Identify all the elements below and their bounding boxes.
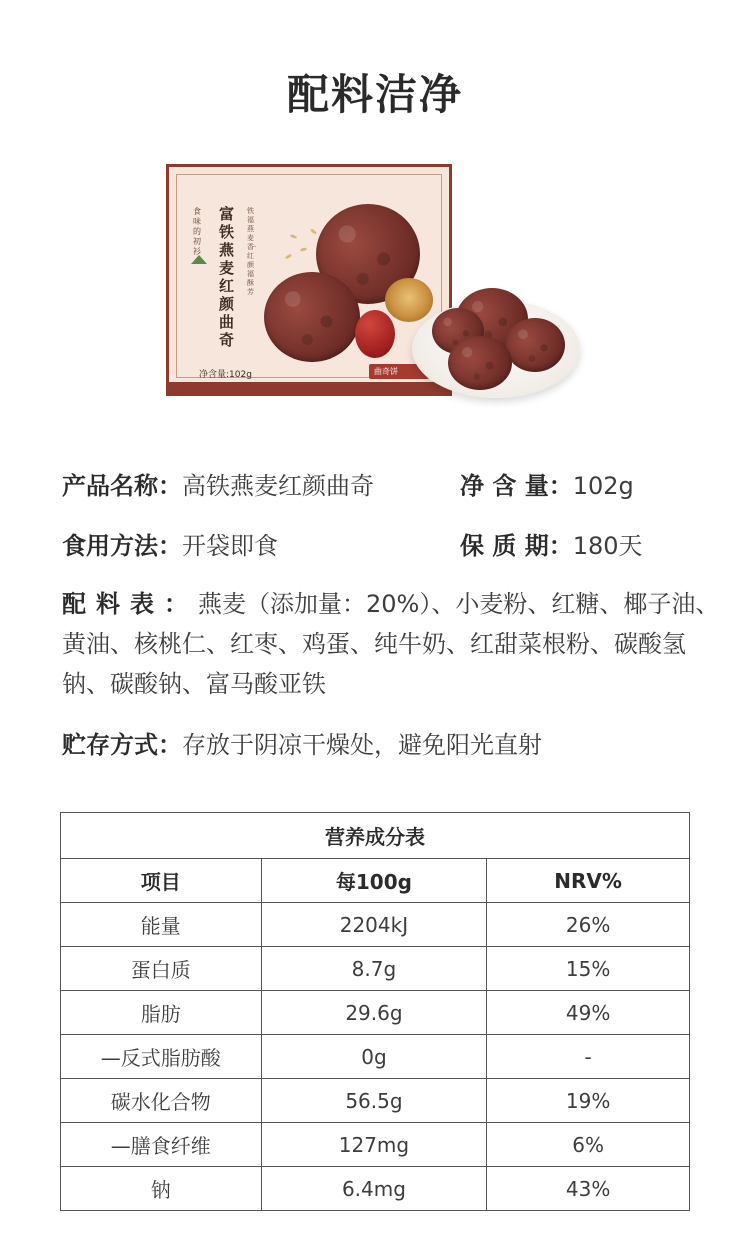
walnut-image bbox=[385, 278, 433, 322]
table-row bbox=[61, 903, 690, 947]
nutrition-header-row bbox=[61, 859, 690, 903]
nutrient-name: —反式脂肪酸 bbox=[61, 1035, 262, 1079]
box-subtitle: 铁福燕麦香·红颜福酥芳 bbox=[247, 207, 257, 296]
nutrient-name: 碳水化合物 bbox=[61, 1079, 262, 1123]
page-title: 配料洁净 bbox=[286, 70, 463, 119]
table-row bbox=[61, 1167, 690, 1211]
shelf-life-row bbox=[460, 526, 643, 561]
column-header: NRV% bbox=[487, 859, 690, 903]
column-header: 项目 bbox=[61, 859, 262, 903]
product-name-value: 高铁燕麦红颜曲奇 bbox=[182, 472, 374, 500]
box-product-name: 富铁燕麦红颜曲奇 bbox=[219, 205, 235, 349]
nutrient-name: 钠 bbox=[61, 1167, 262, 1211]
nutrient-amount: 2204kJ bbox=[261, 903, 487, 947]
cookie-image bbox=[448, 336, 512, 390]
shelf-life-label: 保 质 期： bbox=[460, 532, 573, 560]
red-date-image bbox=[355, 310, 395, 358]
nutrient-nrv: 15% bbox=[487, 947, 690, 991]
nutrient-nrv: - bbox=[487, 1035, 690, 1079]
box-badge: 曲奇饼 bbox=[369, 364, 429, 379]
nutrient-amount: 29.6g bbox=[261, 991, 487, 1035]
table-row bbox=[61, 1035, 690, 1079]
brand-logo: 食味的初衫 bbox=[193, 207, 201, 256]
usage-value: 开袋即食 bbox=[182, 532, 278, 560]
nutrient-name: 能量 bbox=[61, 903, 262, 947]
net-content-row bbox=[460, 466, 634, 501]
cookie-image bbox=[505, 318, 565, 372]
nutrient-amount: 56.5g bbox=[261, 1079, 487, 1123]
shelf-life-value: 180天 bbox=[572, 532, 643, 560]
nutrient-nrv: 43% bbox=[487, 1167, 690, 1211]
table-row bbox=[61, 1123, 690, 1167]
nutrient-nrv: 26% bbox=[487, 903, 690, 947]
nutrient-nrv: 6% bbox=[487, 1123, 690, 1167]
nutrient-name: 脂肪 bbox=[61, 991, 262, 1035]
nutrient-amount: 8.7g bbox=[261, 947, 487, 991]
nutrition-table bbox=[60, 812, 690, 1211]
net-content-value: 102g bbox=[572, 472, 634, 500]
table-row bbox=[61, 991, 690, 1035]
product-name-row bbox=[62, 466, 374, 501]
ingredients-label: 配料表： bbox=[62, 590, 198, 618]
nutrient-nrv: 49% bbox=[487, 991, 690, 1035]
usage-row bbox=[62, 526, 278, 561]
storage-label: 贮存方式： bbox=[62, 731, 182, 759]
storage-row bbox=[62, 725, 542, 760]
nutrition-table-caption: 营养成分表 bbox=[61, 813, 690, 859]
ingredients-value: 燕麦（添加量：20%）、小麦粉、红糖、椰子油、黄油、核桃仁、红枣、鸡蛋、纯牛奶、红甜菜根粉、碳酸氢钠、碳酸钠、富马酸亚铁 bbox=[62, 590, 720, 698]
ingredients-row bbox=[62, 584, 732, 704]
column-header: 每100g bbox=[261, 859, 487, 903]
storage-value: 存放于阴凉干燥处，避免阳光直射 bbox=[182, 731, 542, 759]
nutrient-nrv: 19% bbox=[487, 1079, 690, 1123]
nutrient-amount: 0g bbox=[261, 1035, 487, 1079]
mountain-icon bbox=[191, 255, 207, 264]
product-image bbox=[160, 160, 590, 405]
table-row bbox=[61, 947, 690, 991]
usage-label: 食用方法： bbox=[62, 532, 182, 560]
nutrient-amount: 6.4mg bbox=[261, 1167, 487, 1211]
nutrient-name: —膳食纤维 bbox=[61, 1123, 262, 1167]
cookie-image bbox=[264, 272, 360, 362]
nutrient-amount: 127mg bbox=[261, 1123, 487, 1167]
nutrient-name: 蛋白质 bbox=[61, 947, 262, 991]
net-content-label: 净 含 量： bbox=[460, 472, 573, 500]
box-net-content: 净含量:102g bbox=[199, 370, 252, 380]
product-name-label: 产品名称： bbox=[62, 472, 182, 500]
table-row bbox=[61, 1079, 690, 1123]
